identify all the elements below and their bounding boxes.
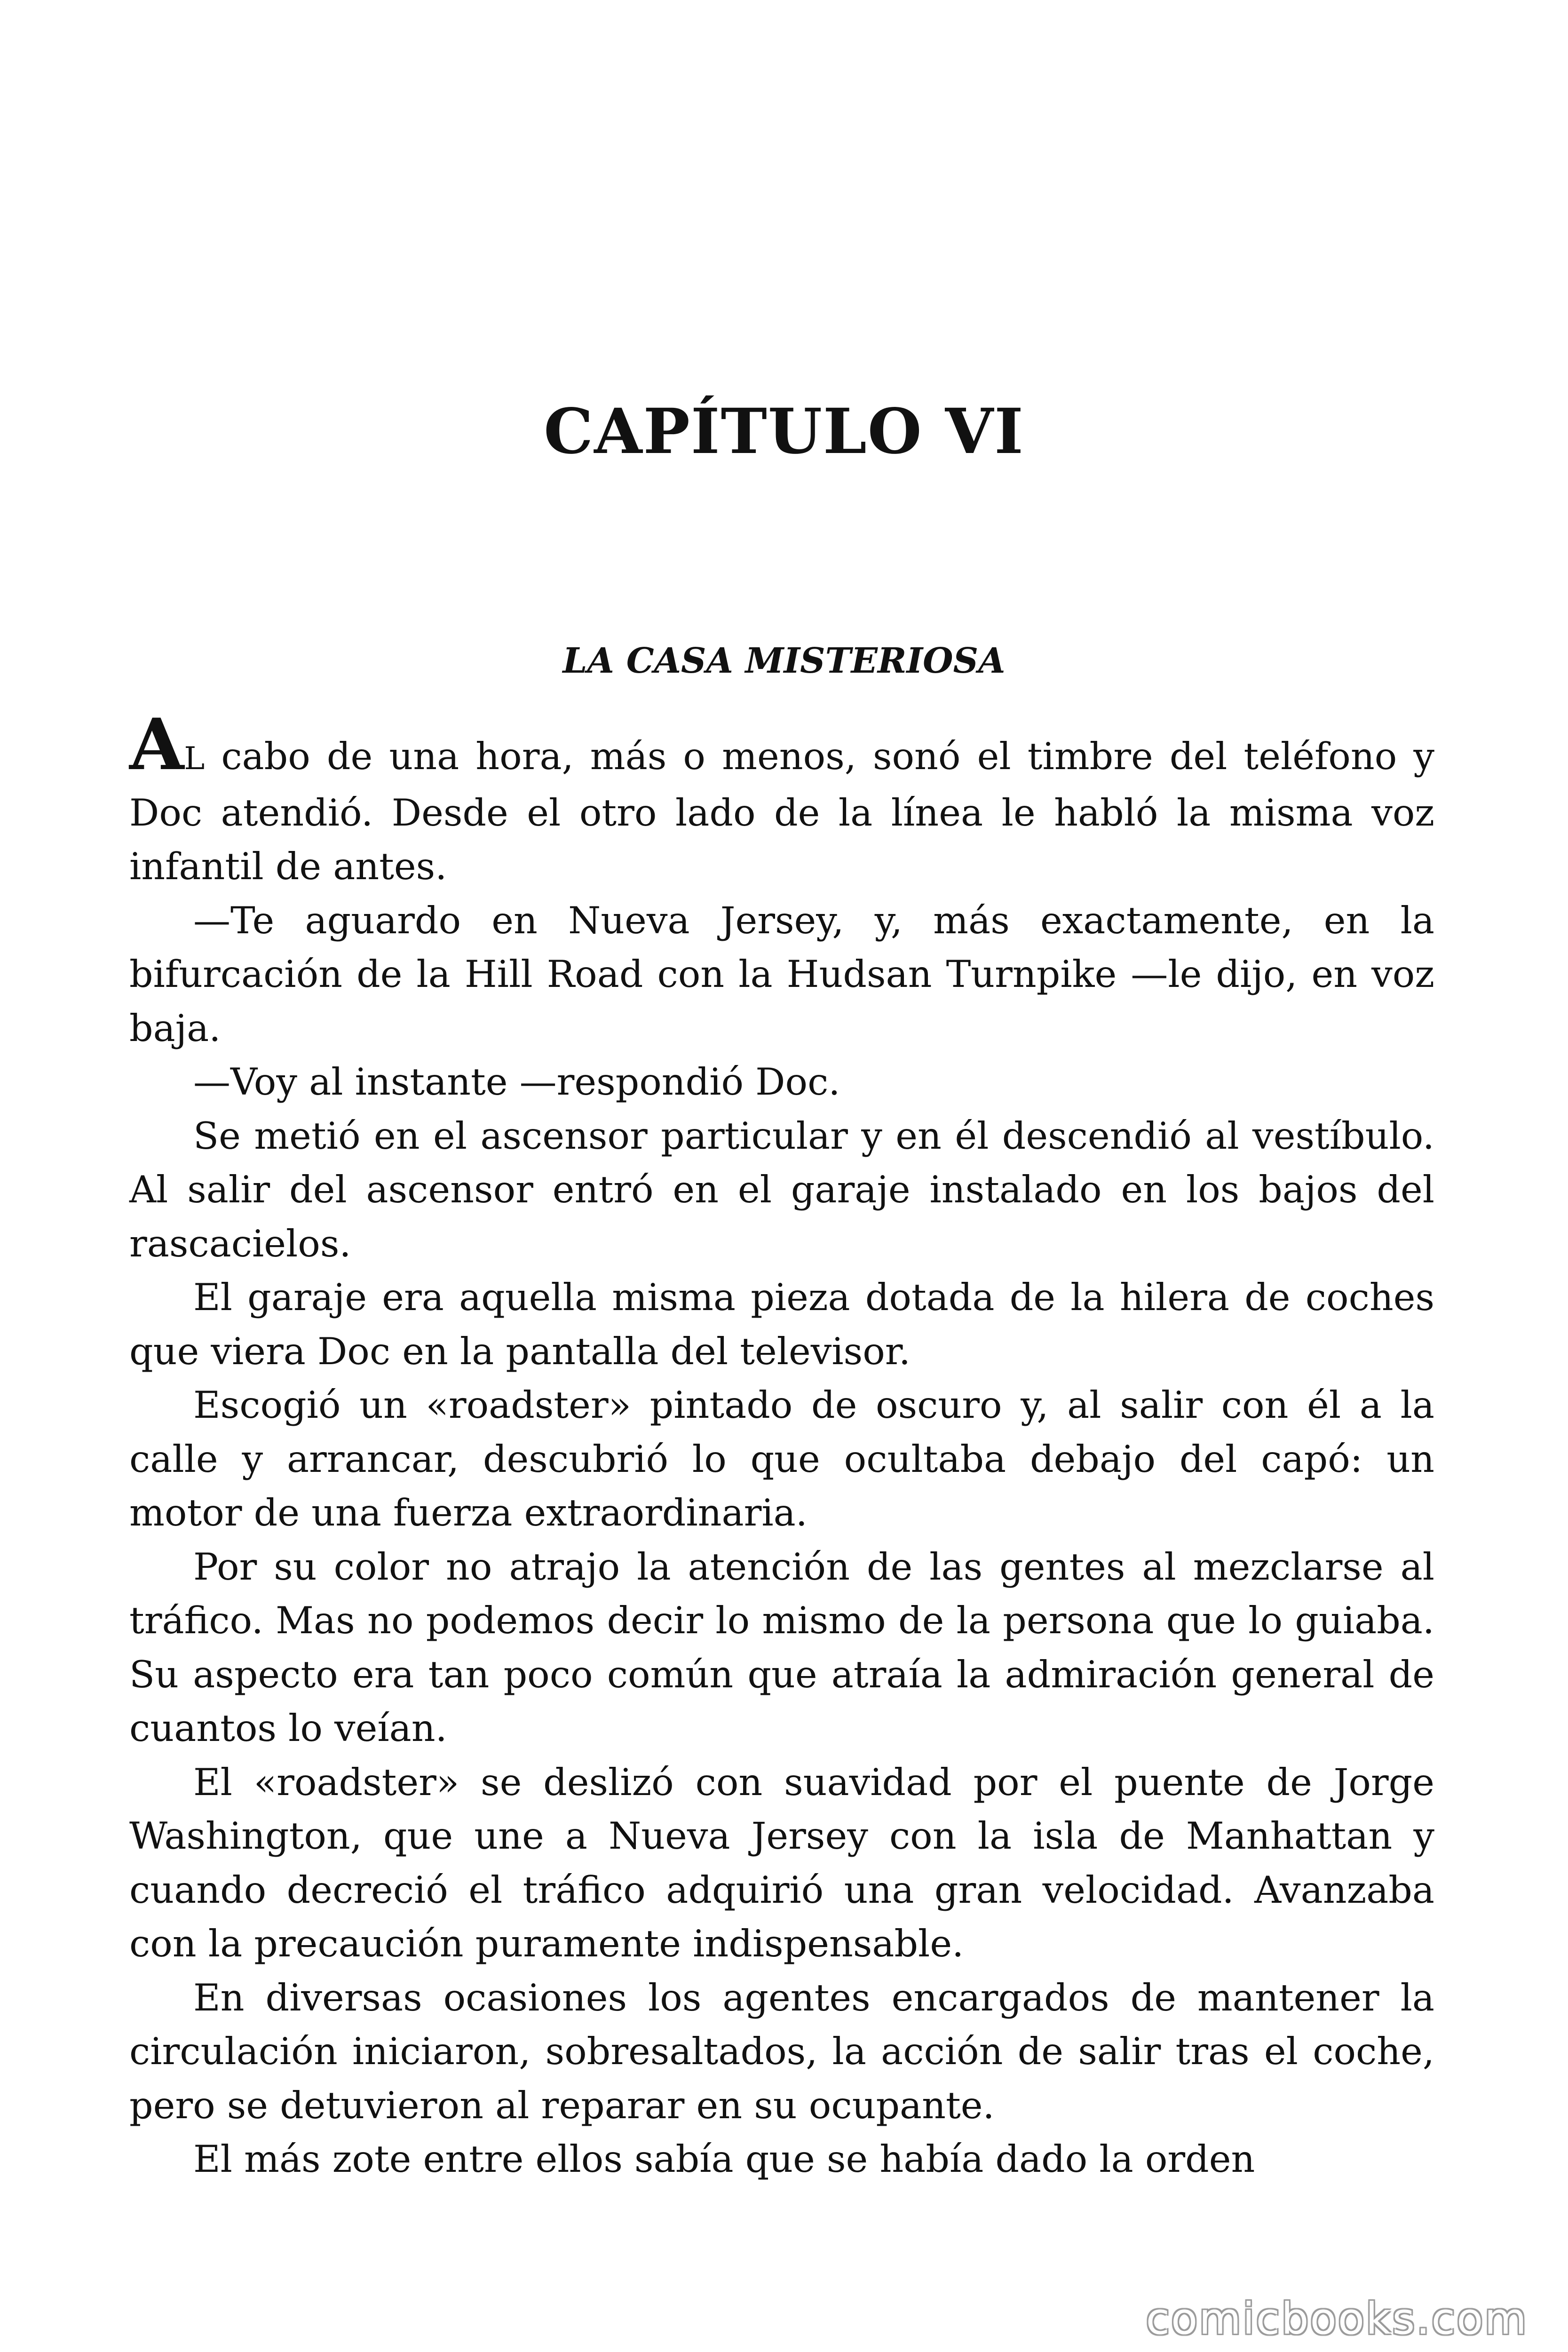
paragraph-first	[129, 703, 1434, 894]
paragraph: El garaje era aquella misma pieza dotada de la hilera de coches que viera Doc en la pantalla del televisor.	[129, 1276, 1434, 1373]
chapter-subtitle: LA CASA MISTERIOSA	[562, 641, 1006, 681]
paragraph: Se metió en el ascensor particular y en él descendió al vestíbulo. Al salir del ascensor entró en el garaje instalado en los bajos del rascacielos.	[129, 1114, 1434, 1265]
drop-cap-small-caps: L	[184, 740, 205, 777]
body-text	[129, 703, 1434, 2186]
paragraph: —Voy al instante —respondió Doc.	[193, 1060, 840, 1104]
paragraph: Por su color no atrajo la atención de las gentes al mezclarse al tráfico. Mas no podemos decir lo mismo de la persona que lo guiaba. Su aspecto era tan poco común que atraía la admiración general de cuantos lo veían.	[129, 1545, 1434, 1750]
paragraph-last: El más zote entre ellos sabía que se había dado la orden	[193, 2137, 1255, 2181]
paragraph: Escogió un «roadster» pintado de oscuro y, al salir con él a la calle y arrancar, descubrió lo que ocultaba debajo del capó: un motor de una fuerza extraordinaria.	[129, 1383, 1434, 1534]
paragraph: —Te aguardo en Nueva Jersey, y, más exactamente, en la bifurcación de la Hill Road con la Hudsan Turnpike —le dijo, en voz baja.	[129, 898, 1434, 1050]
watermark: comicbooks.com	[1146, 2294, 1528, 2344]
chapter-title: CAPÍTULO VI	[544, 395, 1024, 468]
paragraph: El «roadster» se deslizó con suavidad por el puente de Jorge Washington, que une a Nueva Jersey con la isla de Manhattan y cuando decreció el tráfico adquirió una gran velocidad. Avanzaba con la precaución puramente indispensable.	[129, 1760, 1434, 1965]
paragraph: En diversas ocasiones los agentes encargados de mantener la circulación iniciaron, sobresaltados, la acción de salir tras el coche, pero se detuvieron al reparar en su ocupante.	[129, 1976, 1434, 2127]
drop-cap: A	[129, 703, 184, 786]
paragraph-text: cabo de una hora, más o menos, sonó el timbre del teléfono y Doc atendió. Desde el otro lado de la línea le habló la misma voz infantil de antes.	[129, 735, 1434, 888]
